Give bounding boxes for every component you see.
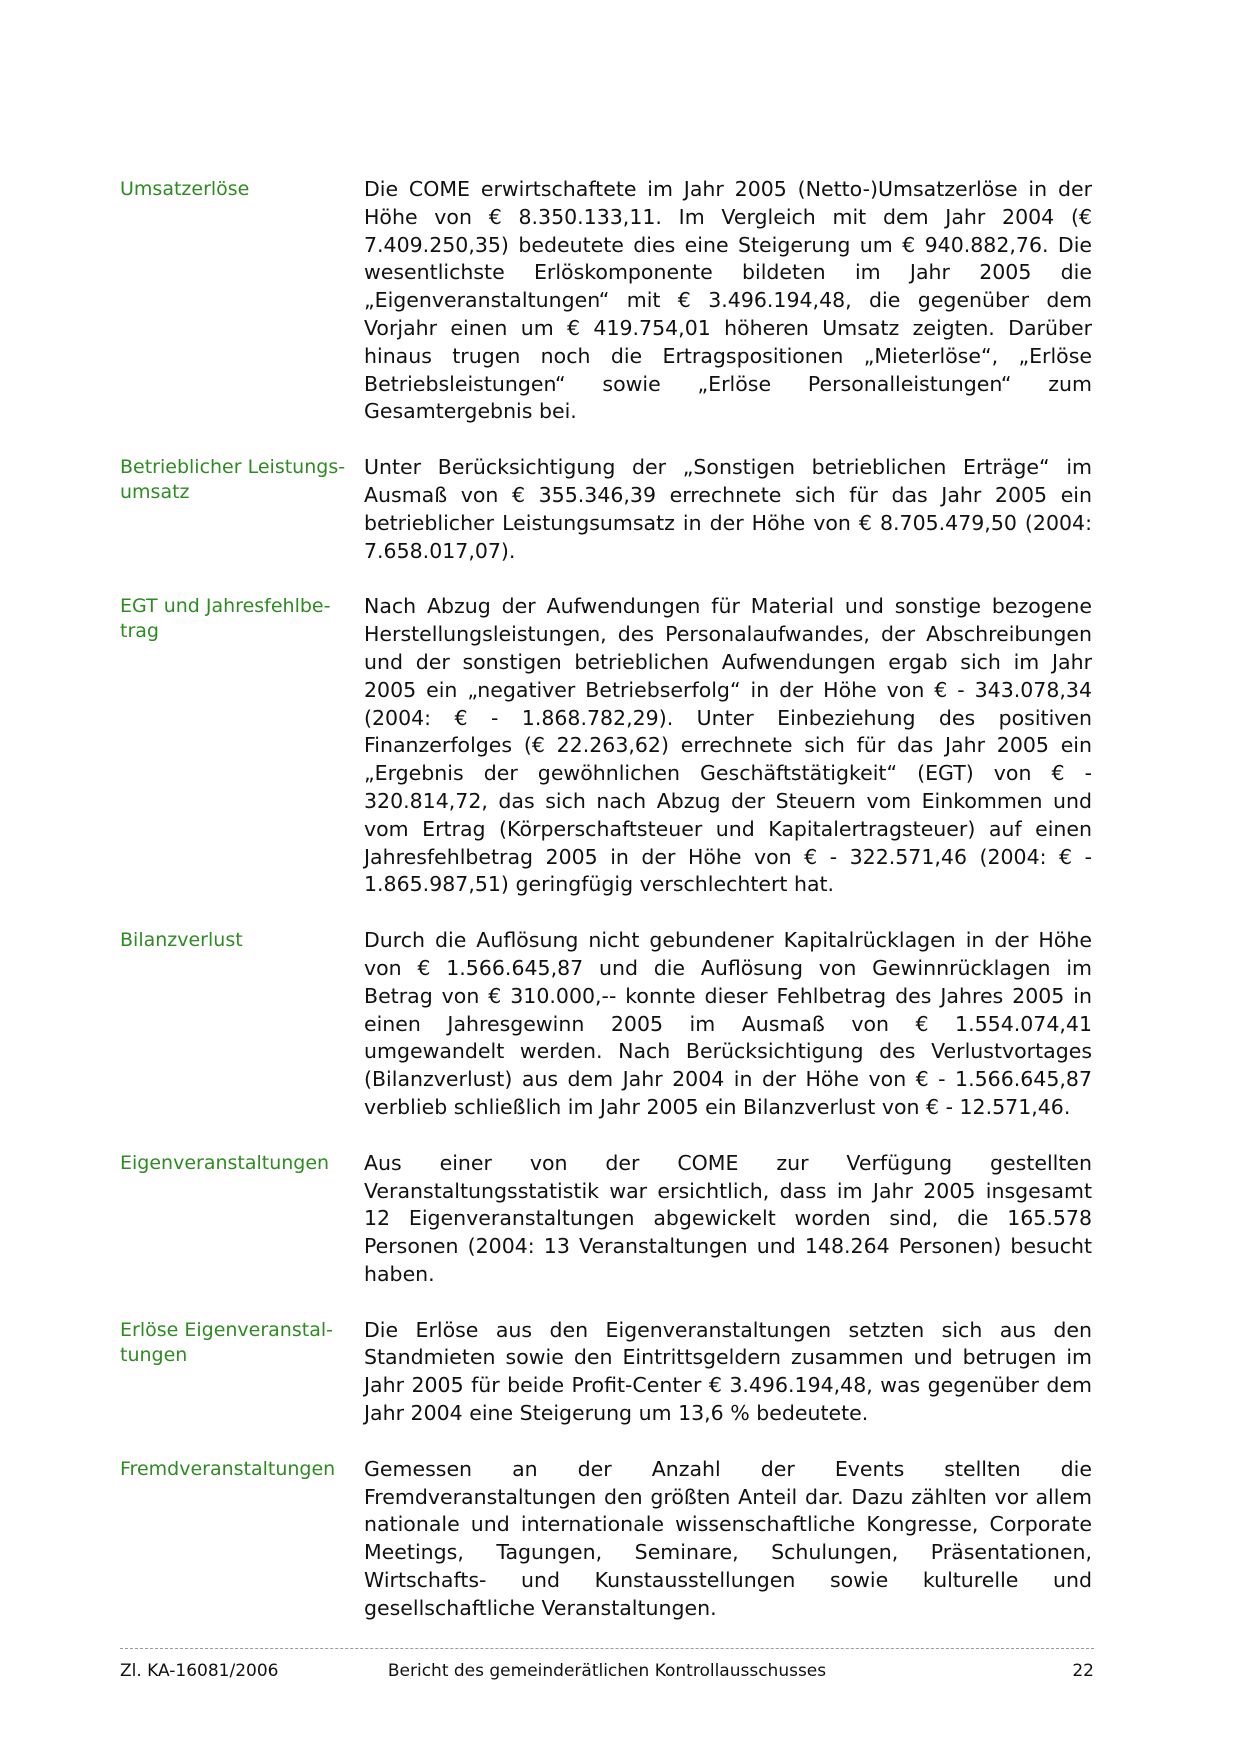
paragraph: Aus einer von der COME zur Verfügung gestellten Veranstaltungsstatistik war ersichtlich, dass im Jahr 2005 insgesamt 12 Eigenveranstaltungen abgewickelt worden sind, die 165.578 Personen (2004: 13 Veranstaltungen und 148.264 Personen) besucht haben. xyxy=(364,1150,1092,1286)
margin-heading: Eigenveranstaltungen xyxy=(120,1151,330,1174)
paragraph: Gemessen an der Anzahl der Events stellten die Fremdveranstaltungen den größten Anteil dar. Dazu zählten vor allem nationale und internationale wissenschaftliche Kongresse, Corporate Meetings, Tagungen, Seminare, Schulungen, Präsentationen, Wirtschafts- und Kunstausstellungen sowie kulturelle und gesellschaftliche Veranstaltungen. xyxy=(364,1456,1092,1620)
section-fremdveranstaltungen xyxy=(120,1456,1092,1623)
footer-title: Bericht des gemeinderätlichen Kontrollausschusses xyxy=(387,1661,827,1681)
report-body xyxy=(120,176,1092,1651)
page-number: 22 xyxy=(1072,1661,1094,1681)
section-umsatzerloese xyxy=(120,176,1092,426)
margin-heading: EGT und Jahresfehlbe- trag xyxy=(120,595,331,643)
margin-heading: Umsatzerlöse xyxy=(120,178,250,200)
section-bilanzverlust xyxy=(120,927,1092,1122)
paragraph: Unter Berücksichtigung der „Sonstigen betrieblichen Erträge“ im Ausmaß von € 355.346,39 errechnete sich für das Jahr 2005 ein betrieblicher Leistungsumsatz in der Höhe von € 8.705.479,50 (2004: 7.658.017,07). xyxy=(364,455,1092,563)
margin-heading: Fremdveranstaltungen xyxy=(120,1457,336,1480)
footer-reference: Zl. KA-16081/2006 xyxy=(120,1661,279,1681)
paragraph: Die COME erwirtschaftete im Jahr 2005 (Netto-)Umsatzerlöse in der Höhe von € 8.350.133,11. Im Vergleich mit dem Jahr 2004 (€ 7.409.250,35) bedeutete dies eine Steigerung um € 940.882,76. Die wesentlichste Erlöskomponente bildeten im Jahr 2005 die „Eigenveranstaltungen“ mit € 3.496.194,48, die gegenüber dem Vorjahr einen um € 419.754,01 höheren Umsatz zeigten. Darüber hinaus trugen noch die Ertragspositionen „Mieterlöse“, „Erlöse Betriebsleistungen“ sowie „Erlöse Personalleistungen“ zum Gesamtergebnis bei. xyxy=(364,177,1092,424)
section-egt-jahresfehlbetrag xyxy=(120,593,1092,899)
section-betrieblicher-leistungsumsatz xyxy=(120,454,1092,565)
margin-heading: Betrieblicher Leistungs- umsatz xyxy=(120,456,346,504)
page-footer xyxy=(120,1660,1094,1684)
section-eigenveranstaltungen xyxy=(120,1150,1092,1289)
paragraph: Die Erlöse aus den Eigenveranstaltungen setzten sich aus den Standmieten sowie den Eintrittsgeldern zusammen und betrugen im Jahr 2005 für beide Profit-Center € 3.496.194,48, was gegenüber dem Jahr 2004 eine Steigerung um 13,6 % bedeutete. xyxy=(364,1317,1092,1426)
margin-heading: Erlöse Eigenveranstal- tungen xyxy=(120,1318,333,1366)
section-erloese-eigenveranstaltungen xyxy=(120,1317,1092,1428)
paragraph: Nach Abzug der Aufwendungen für Material und sonstige bezogene Herstellungsleistungen, des Personalaufwandes, der Abschreibungen und der sonstigen betrieblichen Aufwendungen ergab sich im Jahr 2005 ein „negativer Betriebserfolg“ in der Höhe von € - 343.078,34 (2004: € - 1.868.782,29). Unter Einbeziehung des positiven Finanzerfolges (€ 22.263,62) errechnete sich für das Jahr 2005 ein „Ergebnis der gewöhnlichen Geschäftstätigkeit“ (EGT) von € - 320.814,72, das sich nach Abzug der Steuern vom Einkommen und vom Ertrag (Körperschaftsteuer und Kapitalertragsteuer) auf einen Jahresfehlbetrag 2005 in der Höhe von € - 322.571,46 (2004: € - 1.865.987,51) geringfügig verschlechtert hat. xyxy=(364,594,1092,897)
margin-heading: Bilanzverlust xyxy=(120,929,243,952)
paragraph: Durch die Auflösung nicht gebundener Kapitalrücklagen in der Höhe von € 1.566.645,87 und die Auflösung von Gewinnrücklagen im Betrag von € 310.000,-- konnte dieser Fehlbetrag des Jahres 2005 in einen Jahresgewinn 2005 im Ausmaß von € 1.554.074,41 umgewandelt werden. Nach Berücksichtigung des Verlustvortages (Bilanzverlust) aus dem Jahr 2004 in der Höhe von € - 1.566.645,87 verblieb schließlich im Jahr 2005 ein Bilanzverlust von € - 12.571,46. xyxy=(364,928,1092,1119)
footer-divider xyxy=(120,1648,1094,1649)
